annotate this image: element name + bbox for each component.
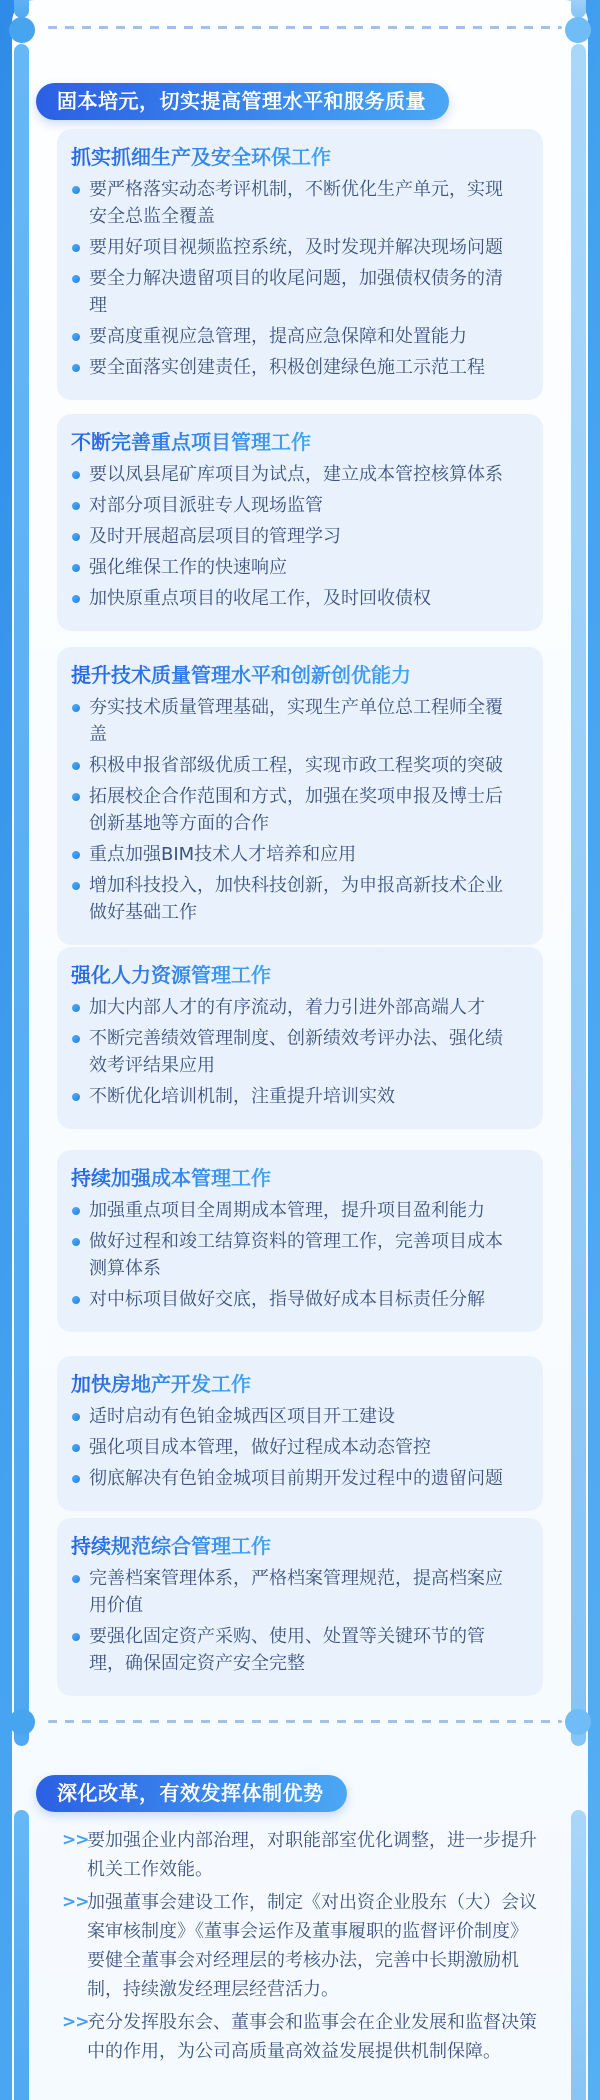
bullet-item (71, 585, 529, 612)
chevron-item (62, 1826, 544, 1884)
card-heading: 不断完善重点项目管理工作 (71, 427, 311, 457)
card-bullet-list (71, 1197, 529, 1313)
bullet-item (71, 354, 529, 381)
bullet-item (71, 841, 529, 868)
section-card (57, 947, 543, 1129)
bullet-text: 要严格落实动态考评机制，不断优化生产单元，实现安全总监全覆盖 (89, 179, 503, 227)
bullet-item (71, 752, 529, 779)
bullet-dot-icon (72, 1296, 80, 1304)
bullet-item (71, 1623, 529, 1677)
card-bullet-list (71, 994, 529, 1110)
section-card (57, 414, 543, 631)
left-rail-segment (14, 1810, 29, 2100)
bullet-dot-icon (72, 333, 80, 341)
bullet-item (71, 783, 529, 837)
bullet-dot-icon (72, 1093, 80, 1101)
bullet-text: 要用好项目视频监控系统，及时发现并解决现场问题 (89, 237, 503, 258)
left-rail-segment (14, 44, 29, 1746)
bullet-text: 对中标项目做好交底，指导做好成本目标责任分解 (89, 1289, 485, 1310)
section2-ribbon-title: 深化改革，有效发挥体制优势 (36, 1775, 347, 1812)
bullet-dot-icon (72, 762, 80, 770)
card-bullet-list (71, 461, 529, 612)
bullet-item (71, 994, 529, 1021)
section-card (57, 647, 543, 945)
bullet-text: 对部分项目派驻专人现场监管 (89, 495, 323, 516)
double-chevron-icon: >> (62, 1892, 89, 1912)
bullet-item (71, 872, 529, 926)
bullet-text: 夯实技术质量管理基础，实现生产单位总工程师全覆盖 (89, 697, 503, 745)
card-heading: 持续规范综合管理工作 (71, 1531, 271, 1561)
bullet-item (71, 1565, 529, 1619)
bullet-text: 做好过程和竣工结算资料的管理工作，完善项目成本测算体系 (89, 1231, 503, 1279)
bullet-item (71, 1465, 529, 1492)
bullet-text: 彻底解决有色铂金城项目前期开发过程中的遗留问题 (89, 1468, 503, 1489)
chevron-item-text: 充分发挥股东会、董事会和监事会在企业发展和监督决策中的作用，为公司高质量高效益发展提供机制保障。 (87, 2012, 537, 2062)
card-heading: 抓实抓细生产及安全环保工作 (71, 142, 331, 172)
double-chevron-icon: >> (62, 2012, 89, 2032)
card-bullet-list (71, 1565, 529, 1677)
bullet-dot-icon (72, 364, 80, 372)
bullet-text: 重点加强BIM技术人才培养和应用 (89, 844, 357, 865)
right-rail-segment (571, 0, 586, 18)
bullet-dot-icon (72, 1633, 80, 1641)
bullet-dot-icon (72, 882, 80, 890)
bullet-dot-icon (72, 793, 80, 801)
section-card (57, 129, 543, 400)
rail-dot-icon (9, 1709, 35, 1735)
bullet-text: 不断优化培训机制，注重提升培训实效 (89, 1086, 395, 1107)
card-bullet-list (71, 694, 529, 926)
rail-dot-icon (565, 17, 591, 43)
bullet-text: 适时启动有色铂金城西区项目开工建设 (89, 1406, 395, 1427)
bullet-dot-icon (72, 1207, 80, 1215)
bullet-item (71, 323, 529, 350)
bullet-item (71, 1286, 529, 1313)
bullet-text: 积极申报省部级优质工程，实现市政工程奖项的突破 (89, 755, 503, 776)
bullet-dot-icon (72, 471, 80, 479)
chevron-item (62, 1888, 544, 2004)
bullet-text: 强化维保工作的快速响应 (89, 557, 287, 578)
bullet-item (71, 694, 529, 748)
bullet-text: 要全面落实创建责任，积极创建绿色施工示范工程 (89, 357, 485, 378)
bullet-dot-icon (72, 1413, 80, 1421)
card-bullet-list (71, 176, 529, 381)
bullet-item (71, 492, 529, 519)
bullet-text: 加大内部人才的有序流动，着力引进外部高端人才 (89, 997, 485, 1018)
left-rail-segment (14, 0, 29, 18)
card-heading: 加快房地产开发工作 (71, 1369, 251, 1399)
bullet-text: 完善档案管理体系，严格档案管理规范，提高档案应用价值 (89, 1568, 503, 1616)
chevron-item (62, 2008, 544, 2066)
bullet-item (71, 1083, 529, 1110)
bullet-dot-icon (72, 244, 80, 252)
bullet-item (71, 461, 529, 488)
bullet-text: 拓展校企合作范围和方式，加强在奖项申报及博士后创新基地等方面的合作 (89, 786, 503, 834)
bullet-dot-icon (72, 275, 80, 283)
double-chevron-icon: >> (62, 1830, 89, 1850)
bullet-text: 加强重点项目全周期成本管理，提升项目盈利能力 (89, 1200, 485, 1221)
dashed-divider (48, 1720, 562, 1723)
dashed-divider (48, 26, 562, 29)
card-heading: 持续加强成本管理工作 (71, 1163, 271, 1193)
bullet-dot-icon (72, 851, 80, 859)
bullet-item (71, 523, 529, 550)
bullet-text: 强化项目成本管理，做好过程成本动态管控 (89, 1437, 431, 1458)
bullet-item (71, 1228, 529, 1282)
chevron-item-text: 加强董事会建设工作，制定《对出资企业股东（大）会议案审核制度》《董事会运作及董事履职的监督评价制度》要健全董事会对经理层的考核办法，完善中长期激励机制，持续激发经理层经营活力。 (87, 1892, 537, 2000)
bullet-text: 不断完善绩效管理制度、创新绩效考评办法、强化绩效考评结果应用 (89, 1028, 503, 1076)
bullet-dot-icon (72, 1035, 80, 1043)
rail-dot-icon (565, 1709, 591, 1735)
bullet-text: 要全力解决遗留项目的收尾问题，加强债权债务的清理 (89, 268, 503, 316)
section1-ribbon-title: 固本培元，切实提高管理水平和服务质量 (36, 83, 449, 120)
bullet-dot-icon (72, 502, 80, 510)
rail-dot-icon (9, 17, 35, 43)
bullet-text: 增加科技投入，加快科技创新，为申报高新技术企业做好基础工作 (89, 875, 503, 923)
chevron-item-text: 要加强企业内部治理，对职能部室优化调整，进一步提升机关工作效能。 (87, 1830, 537, 1880)
bullet-text: 及时开展超高层项目的管理学习 (89, 526, 341, 547)
bullet-dot-icon (72, 564, 80, 572)
bullet-text: 要高度重视应急管理，提高应急保障和处置能力 (89, 326, 467, 347)
bullet-dot-icon (72, 533, 80, 541)
bullet-text: 加快原重点项目的收尾工作，及时回收债权 (89, 588, 431, 609)
bullet-item (71, 1197, 529, 1224)
bullet-dot-icon (72, 704, 80, 712)
section-card (57, 1518, 543, 1696)
section2-list (62, 1826, 544, 2070)
right-rail-segment (571, 1810, 586, 2100)
bullet-item (71, 1403, 529, 1430)
card-heading: 提升技术质量管理水平和创新创优能力 (71, 660, 411, 690)
bullet-item (71, 265, 529, 319)
bullet-text: 要强化固定资产采购、使用、处置等关键环节的管理，确保固定资产安全完整 (89, 1626, 485, 1674)
bullet-dot-icon (72, 1444, 80, 1452)
bullet-item (71, 1434, 529, 1461)
bullet-item (71, 176, 529, 230)
bullet-item (71, 234, 529, 261)
bullet-dot-icon (72, 595, 80, 603)
bullet-dot-icon (72, 1575, 80, 1583)
bullet-item (71, 554, 529, 581)
card-heading: 强化人力资源管理工作 (71, 960, 271, 990)
section-card (57, 1356, 543, 1511)
card-bullet-list (71, 1403, 529, 1492)
bullet-dot-icon (72, 186, 80, 194)
right-rail-segment (571, 44, 586, 1746)
bullet-dot-icon (72, 1475, 80, 1483)
bullet-dot-icon (72, 1238, 80, 1246)
bullet-dot-icon (72, 1004, 80, 1012)
bullet-text: 要以凤县尾矿库项目为试点，建立成本管控核算体系 (89, 464, 503, 485)
bullet-item (71, 1025, 529, 1079)
section-card (57, 1150, 543, 1332)
